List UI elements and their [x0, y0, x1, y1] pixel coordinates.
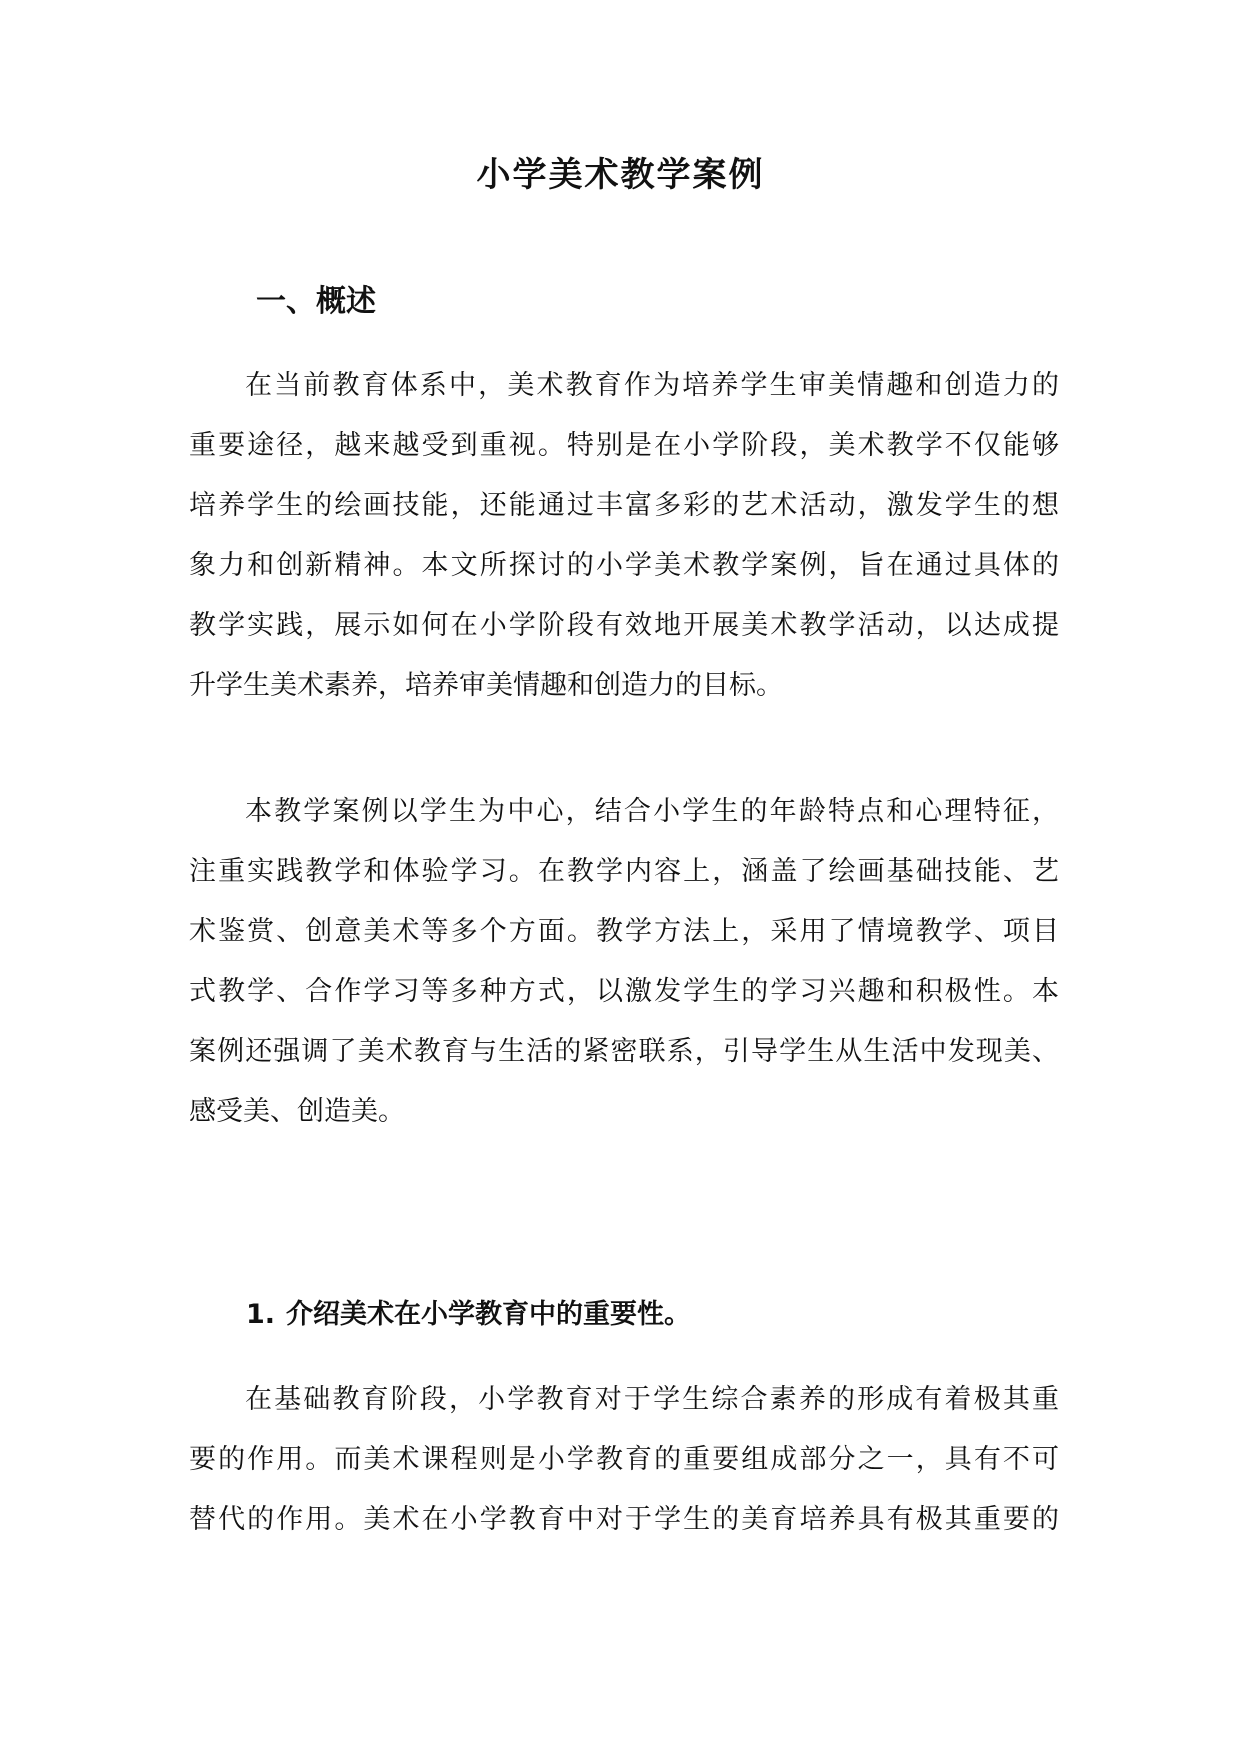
- document-title: 小学美术教学案例: [476, 155, 765, 195]
- text-line: 培养学生的绘画技能，还能通过丰富多彩的艺术活动，激发学生的想: [189, 490, 1059, 521]
- paragraph-importance: [189, 1370, 1059, 1550]
- text-line: 术鉴赏、创意美术等多个方面。教学方法上，采用了情境教学、项目: [189, 916, 1059, 947]
- text-line: 重要途径，越来越受到重视。特别是在小学阶段，美术教学不仅能够: [189, 430, 1059, 461]
- text-line: 注重实践教学和体验学习。在教学内容上，涵盖了绘画基础技能、艺: [189, 856, 1059, 887]
- paragraph-overview-1: [189, 356, 1059, 716]
- text-line: 在基础教育阶段，小学教育对于学生综合素养的形成有着极其重: [245, 1384, 1059, 1415]
- subsection-heading-importance: [246, 1295, 691, 1335]
- text-line: 升学生美术素养，培养审美情趣和创造力的目标。: [189, 670, 783, 701]
- text-line: 教学实践，展示如何在小学阶段有效地开展美术教学活动，以达成提: [189, 610, 1059, 641]
- paragraph-overview-2: [189, 782, 1059, 1142]
- text-line: 本教学案例以学生为中心，结合小学生的年龄特点和心理特征，: [245, 796, 1059, 827]
- text-line: 替代的作用。美术在小学教育中对于学生的美育培养具有极其重要的: [189, 1504, 1059, 1535]
- text-line: 式教学、合作学习等多种方式，以激发学生的学习兴趣和积极性。本: [189, 976, 1059, 1007]
- text-line: 感受美、创造美。: [189, 1096, 405, 1127]
- text-line: 案例还强调了美术教育与生活的紧密联系，引导学生从生活中发现美、: [189, 1036, 1059, 1067]
- subsection-number: 1.: [246, 1299, 276, 1330]
- text-line: 在当前教育体系中，美术教育作为培养学生审美情趣和创造力的: [245, 370, 1059, 401]
- text-line: 象力和创新精神。本文所探讨的小学美术教学案例，旨在通过具体的: [189, 550, 1059, 581]
- subsection-heading-text: 介绍美术在小学教育中的重要性。: [286, 1299, 691, 1330]
- text-line: 要的作用。而美术课程则是小学教育的重要组成部分之一，具有不可: [189, 1444, 1059, 1475]
- section-heading-overview: 一、概述: [256, 284, 376, 319]
